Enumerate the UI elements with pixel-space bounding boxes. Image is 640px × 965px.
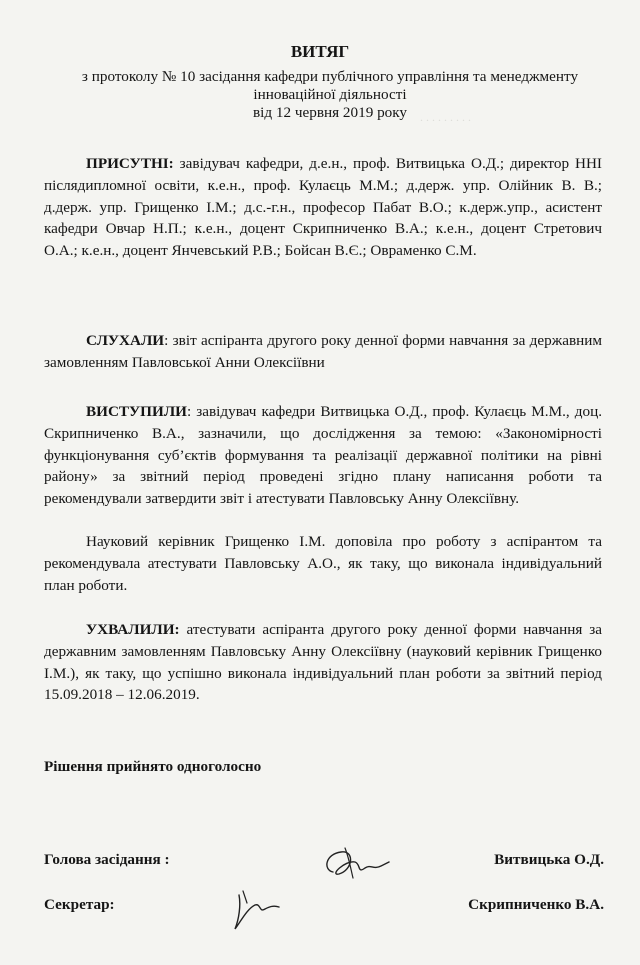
bleed-through-text: . . . . . . . . . [420, 110, 471, 124]
supervisor-text: Науковий керівник Грищенко І.М. доповіла про роботу з аспірантом та рекомендувала атестувати Павловську А.О., як таку, що виконала індивідуальний план роботи. [44, 533, 602, 594]
heard-label: СЛУХАЛИ [86, 332, 165, 349]
subtitle-line-1: з протоколу № 10 засідання кафедри публічного управління та менеджменту [81, 68, 579, 85]
chair-name: Витвицька О.Д. [494, 851, 604, 868]
supervisor-paragraph [44, 531, 602, 596]
resolved-text: атестувати аспіранта другого року денної форми навчання за державним замовленням Павловську Анну Олексіївну (науковий керівник Грищенко І.М.), як таку, що успішно виконала індивідуальний план роботи за звітний період 15.09.2018 – 12.06.2019. [44, 621, 602, 704]
heard-paragraph [44, 330, 602, 374]
spoke-label: ВИСТУПИЛИ [86, 403, 187, 420]
resolved-paragraph [44, 619, 602, 706]
spoke-paragraph [44, 401, 602, 510]
chair-signature-image [315, 840, 395, 890]
present-label: ПРИСУТНІ: [86, 155, 174, 172]
spoke-text: : завідувач кафедри Витвицька О.Д., проф. Кулаєць М.М., доц. Скрипниченко В.А., зазначили, що дослідження за темою: «Закономірності функціонування суб’єктів формування та реалізації державної політики на рівні району» за звітний період проведені згідно плану написання роботи та рекомендували затвердити звіт і атестувати Павловську Анну Олексіївну. [44, 403, 602, 508]
secretary-name: Скрипниченко В.А. [468, 896, 604, 913]
secretary-role: Секретар: [44, 896, 115, 913]
document-title: ВИТЯГ [290, 42, 350, 61]
chair-role: Голова засідання : [44, 851, 170, 868]
subtitle-line-3: від 12 червня 2019 року [252, 104, 408, 121]
heard-text: : звіт аспіранта другого року денної форми навчання за державним замовленням Павловської Анни Олексіївни [44, 332, 602, 371]
secretary-signature-image [225, 885, 285, 940]
present-text: завідувач кафедри, д.е.н., проф. Витвицька О.Д.; директор ННІ післядипломної освіти, к.е.н., проф. Кулаєць М.М.; д.держ. упр. Олійник В. В.; д.держ. упр. Грищенко І.М.; д.с.-г.н., професор Пабат В.О.; к.держ.упр., асистент кафедри Овчар Н.П.; к.е.н., доцент Скрипниченко В.А.; к.е.н., доцент Стретович О.А.; к.е.н., доцент Янчевський Р.В.; Бойсан В.Є.; Овраменко С.М. [44, 155, 602, 260]
resolved-label: УХВАЛИЛИ: [86, 621, 180, 638]
present-paragraph [44, 153, 602, 262]
document-subtitle [40, 68, 620, 122]
decision-text: Рішення прийнято одноголосно [44, 758, 262, 775]
subtitle-line-2: інноваційної діяльності [253, 86, 407, 103]
